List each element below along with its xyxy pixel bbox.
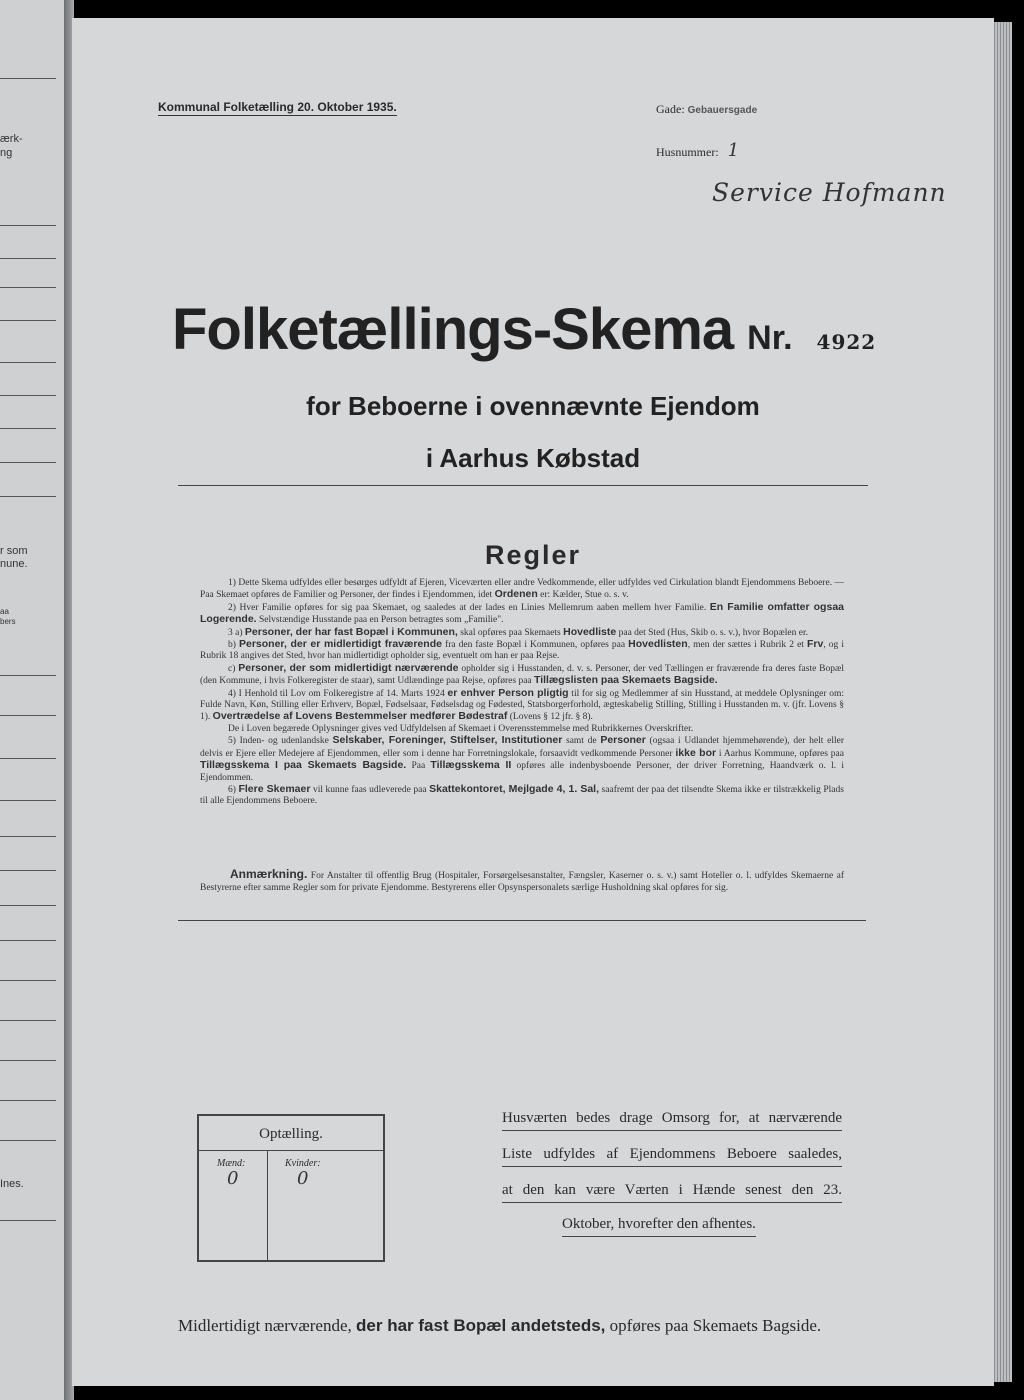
form-rule <box>0 1060 56 1061</box>
form-rule <box>0 675 56 676</box>
host-notice-line: at den kan være Værten i Hænde senest den 23. <box>502 1182 842 1203</box>
form-rule <box>0 462 56 463</box>
women-label: Kvinder: <box>285 1158 321 1169</box>
divider-bottom <box>178 920 866 921</box>
left-fragment: aa <box>0 607 9 616</box>
subtitle-town: i Aarhus Købstad <box>425 443 641 473</box>
form-title <box>172 296 876 363</box>
form-rule <box>0 78 56 79</box>
count-box-rule <box>199 1150 383 1151</box>
form-rule <box>0 496 56 497</box>
form-rule <box>0 1140 56 1141</box>
left-facing-page <box>0 0 66 1400</box>
host-notice-line: Husværten bedes drage Omsorg for, at nærværende <box>502 1110 842 1131</box>
form-rule <box>0 758 56 759</box>
form-rule <box>0 940 56 941</box>
form-rule <box>0 1220 56 1221</box>
rules-text <box>200 578 844 808</box>
rule-5: 5) Inden- og udenlandske Selskaber, Foreninger, Stiftelser, Institutioner samt de Personer (ogsaa i Udlandet hjemmehørende), der helt eller delvis er Ejere eller Medejere af Ejendommen, eller som i denne har Forretningslokale, forsaavidt vedkommende Personer ikke bor i Aarhus Kommune, opføres paa Tillægsskema I paa Skemaets Bagside. Paa Tillægsskema II opføres alle indenbysboende Personer, der driver Forretning, Haandværk o. l. i Ejendommen. <box>200 734 844 783</box>
divider-top <box>178 485 868 486</box>
handwritten-note: Service Hofmann <box>712 178 947 207</box>
form-rule <box>0 836 56 837</box>
street-stamp: Gebauersgade <box>687 105 758 116</box>
left-fragment: bers <box>0 617 16 626</box>
form-rule <box>0 362 56 363</box>
house-number-field <box>656 140 739 161</box>
house-number-label: Husnummer: <box>656 145 719 159</box>
note-text: For Anstalter til offentlig Brug (Hospitaler, Forsørgelsesanstalter, Fængsler, Kaserner o. s. v.) samt Hoteller o. l. udfyldes Skemaerne af Bestyrerne efter samme Regler som for private Ejendomme. Bestyrerens eller Opsynspersonalets særlige Husholdning skal opføres for sig. <box>200 871 844 893</box>
form-rule <box>0 395 56 396</box>
host-notice-line: Liste udfyldes af Ejendommens Beboere saaledes, <box>502 1146 842 1167</box>
form-rule <box>0 225 56 226</box>
rule-4-continued: De i Loven begærede Oplysninger gives ved Udfyldelsen af Skemaet i Overensstemmelse med Rubrikkernes Overskrifter. <box>228 723 694 734</box>
count-box-divider <box>267 1150 268 1260</box>
rule-3a: 3 a) Personer, der har fast Bopæl i Kommunen, skal opføres paa Skemaets Hovedliste paa det Sted (Hus, Skib o. s. v.), hvor Bopælen er. <box>228 625 808 638</box>
title-nr-label: Nr. <box>747 319 793 357</box>
form-rule <box>0 715 56 716</box>
census-form-page <box>72 18 994 1386</box>
rule-3c: c) Personer, der som midlertidigt nærværende opholder sig i Husstanden, d. v. s. Personer, der ved Tællingen er fraværende fra deres faste Bopæl (den Kommune, i hvis Folkeregister de staar), samt Udlændinge paa Rejse, opføres paa Tillægslisten paa Skemaets Bagside. <box>200 661 844 687</box>
form-number: 4922 <box>816 330 877 354</box>
left-fragment: r som <box>0 545 28 557</box>
left-fragment: nune. <box>0 558 28 570</box>
footer-note: Midlertidigt nærværende, der har fast Bopæl andetsteds, opføres paa Skemaets Bagside. <box>178 1316 822 1335</box>
street-label: Gade: <box>656 102 685 116</box>
rule-2: 2) Hver Familie opføres for sig paa Skemaet, og saaledes at der lades en Linies Mellemrum aaben mellem hver Familie. En Familie omfatter ogsaa Logerende. Selvstændige Husstande paa en Person betragtes som „Familie". <box>200 600 844 626</box>
form-rule <box>0 1100 56 1101</box>
form-rule <box>0 320 56 321</box>
form-rule <box>0 287 56 288</box>
form-rule <box>0 428 56 429</box>
title-main: Folketællings-Skema <box>172 297 734 362</box>
rule-3b: b) Personer, der er midlertidigt fraværende fra den faste Bopæl i Kommunen, opføres paa Hovedlisten, men der sættes i Rubrik 2 et Frv, og i Rubrik 18 angives det Sted, hvor han midlertidigt opholder sig, eventuelt om han er paa Rejse. <box>200 638 845 662</box>
rule-4: 4) I Henhold til Lov om Folkeregistre af 14. Marts 1924 er enhver Person pligtig til for sig og Medlemmer af sin Husstand, at meddele Oplysninger om: Fulde Navn, Køn, Stilling eller Erhverv, Bopæl, Fødselsaar, Fødselsdag og Fødested, Statsborgerforhold, ægteskabelig Stilling, Stilling i Husstanden m. v. (jfr. Lovens § 1). Overtrædelse af Lovens Bestemmelser medfører Bødestraf (Lovens § 12 jfr. § 8). <box>200 686 845 723</box>
count-box <box>197 1114 385 1262</box>
note-paragraph <box>200 868 844 894</box>
street-field <box>656 102 757 117</box>
form-rule <box>0 1020 56 1021</box>
rule-6: 6) Flere Skemaer vil kunne faas udleverede paa Skattekontoret, Mejlgade 4, 1. Sal, saafremt der paa det tilsendte Skema ikke er tilstrækkelig Plads til alle Ejendommens Beboere. <box>200 782 844 807</box>
form-rule <box>0 905 56 906</box>
women-count: 0 <box>297 1168 309 1189</box>
census-header: Kommunal Folketælling 20. Oktober 1935. <box>158 100 397 114</box>
left-fragment: ng <box>0 147 13 159</box>
form-rule <box>0 980 56 981</box>
left-fragment: ærk- <box>0 133 23 145</box>
men-count: 0 <box>227 1168 239 1189</box>
house-number-value: 1 <box>727 140 740 161</box>
rules-heading: Regler <box>484 540 582 570</box>
form-rule <box>0 870 56 871</box>
men-label: Mænd: <box>217 1158 246 1169</box>
count-box-title: Optælling. <box>259 1126 323 1142</box>
left-fragment: Ines. <box>0 1178 24 1190</box>
subtitle-residents: for Beboerne i ovennævnte Ejendom <box>306 391 760 421</box>
form-rule <box>0 258 56 259</box>
page-edges <box>992 22 1012 1382</box>
rule-1: 1) Dette Skema udfyldes eller besørges udfyldt af Ejeren, Viceværten eller andre Vedkommende, eller udfyldes ved Cirkulation blandt Ejendommens Beboere. — Paa Skemaet opføres de Familier og Personer, der findes i Ejendommen, idet Ordenen er: Kælder, Stue o. s. v. <box>200 578 844 601</box>
host-notice-line: Oktober, hvorefter den afhentes. <box>562 1216 756 1237</box>
form-rule <box>0 800 56 801</box>
note-label: Anmærkning. <box>230 867 308 881</box>
